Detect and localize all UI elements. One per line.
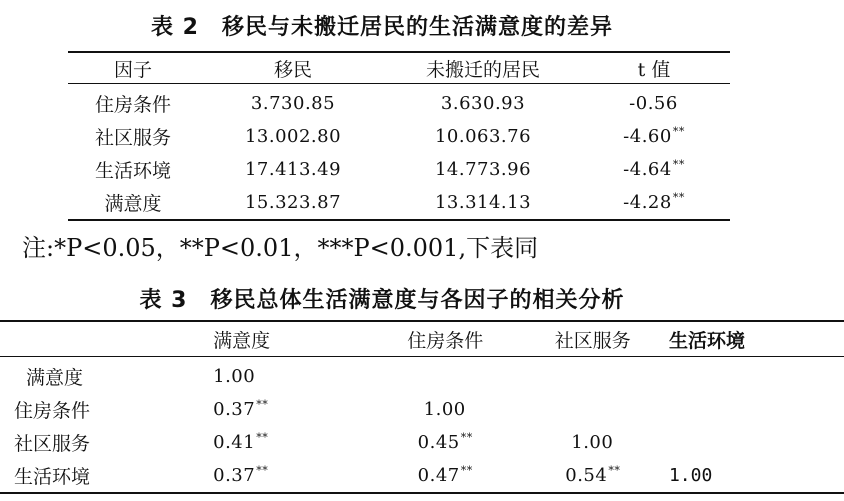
migrant-value: 13.002.80 [244, 126, 342, 147]
significance-mark: ** [256, 464, 269, 477]
correlation-cell [131, 459, 364, 493]
t-number: -0.56 [629, 93, 678, 114]
table-row [68, 186, 730, 220]
correlation-cell [131, 393, 364, 426]
significance-mark: ** [256, 398, 269, 411]
bleed-through-text [20, 258, 840, 272]
t-value [578, 153, 730, 186]
coefficient: 0.45 [417, 432, 460, 453]
non-migrant-value: 10.063.76 [434, 126, 532, 147]
significance-mark: ** [672, 125, 685, 138]
correlation-cell [364, 459, 527, 493]
coefficient: 1.00 [213, 366, 256, 387]
table2-header-row [68, 52, 730, 84]
factor-label: 社区服务 [94, 127, 171, 149]
correlation-cell [659, 426, 844, 459]
significance-mark: ** [460, 431, 473, 444]
table-row [0, 459, 844, 493]
table3-header-satisfaction: 满意度 [131, 321, 364, 357]
coefficient: 0.37 [213, 399, 256, 420]
table2-header-migrant: 移民 [198, 52, 388, 84]
significance-mark: ** [608, 464, 621, 477]
row-label: 社区服务 [14, 433, 91, 455]
correlation-cell [527, 357, 659, 394]
t-number: -4.60 [623, 126, 672, 147]
migrant-value: 17.413.49 [244, 159, 342, 180]
correlation-cell [364, 357, 527, 394]
correlation-cell [131, 426, 364, 459]
table3-title: 表 3 移民总体生活满意度与各因子的相关分析 [139, 288, 625, 313]
correlation-cell [364, 426, 527, 459]
factor-label: 生活环境 [94, 160, 171, 182]
correlation-cell [659, 357, 844, 394]
significance-mark: ** [460, 464, 473, 477]
factor-label: 住房条件 [94, 94, 171, 116]
non-migrant-value: 13.314.13 [434, 192, 532, 213]
non-migrant-value: 3.630.93 [440, 93, 526, 114]
table-row [68, 84, 730, 121]
table2-header-factor: 因子 [68, 52, 198, 84]
correlation-cell [659, 393, 844, 426]
t-value [578, 84, 730, 121]
coefficient: 0.41 [213, 432, 256, 453]
coefficient: 0.47 [417, 465, 460, 486]
table3-header-housing: 住房条件 [364, 321, 527, 357]
table3-header-environment: 生活环境 [659, 321, 844, 357]
table-row [68, 153, 730, 186]
table3-correlation-analysis [0, 320, 844, 494]
table-row [0, 357, 844, 394]
correlation-cell [527, 393, 659, 426]
correlation-cell: 1.00 [668, 465, 713, 486]
table3-header-row [0, 321, 844, 357]
coefficient: 1.00 [571, 432, 614, 453]
table2-header-t-value: t 值 [578, 52, 730, 84]
table3-header-blank [0, 321, 131, 357]
row-label: 生活环境 [14, 466, 91, 488]
coefficient: 0.37 [213, 465, 256, 486]
correlation-cell [527, 426, 659, 459]
row-label: 满意度 [26, 367, 84, 389]
table2-life-satisfaction-difference [68, 51, 730, 221]
table-row [0, 426, 844, 459]
significance-note: 注:*P<0.05，**P<0.01，***P<0.001,下表同 [22, 234, 539, 262]
t-value [578, 186, 730, 220]
table3-header-community: 社区服务 [527, 321, 659, 357]
correlation-cell [527, 459, 659, 493]
significance-mark: ** [672, 191, 685, 204]
significance-mark: ** [256, 431, 269, 444]
factor-label: 满意度 [104, 193, 162, 215]
table-row [68, 120, 730, 153]
coefficient: 1.00 [423, 399, 466, 420]
t-number: -4.28 [623, 192, 672, 213]
table2-title: 表 2 移民与未搬迁居民的生活满意度的差异 [151, 15, 613, 40]
t-number: -4.64 [623, 159, 672, 180]
coefficient: 0.54 [565, 465, 608, 486]
correlation-cell [131, 357, 364, 394]
correlation-cell [364, 393, 527, 426]
t-value [578, 120, 730, 153]
table2-header-non-migrant: 未搬迁的居民 [388, 52, 578, 84]
migrant-value: 3.730.85 [250, 93, 336, 114]
non-migrant-value: 14.773.96 [434, 159, 532, 180]
row-label: 住房条件 [14, 400, 91, 422]
significance-mark: ** [672, 158, 685, 171]
migrant-value: 15.323.87 [244, 192, 342, 213]
table-row [0, 393, 844, 426]
